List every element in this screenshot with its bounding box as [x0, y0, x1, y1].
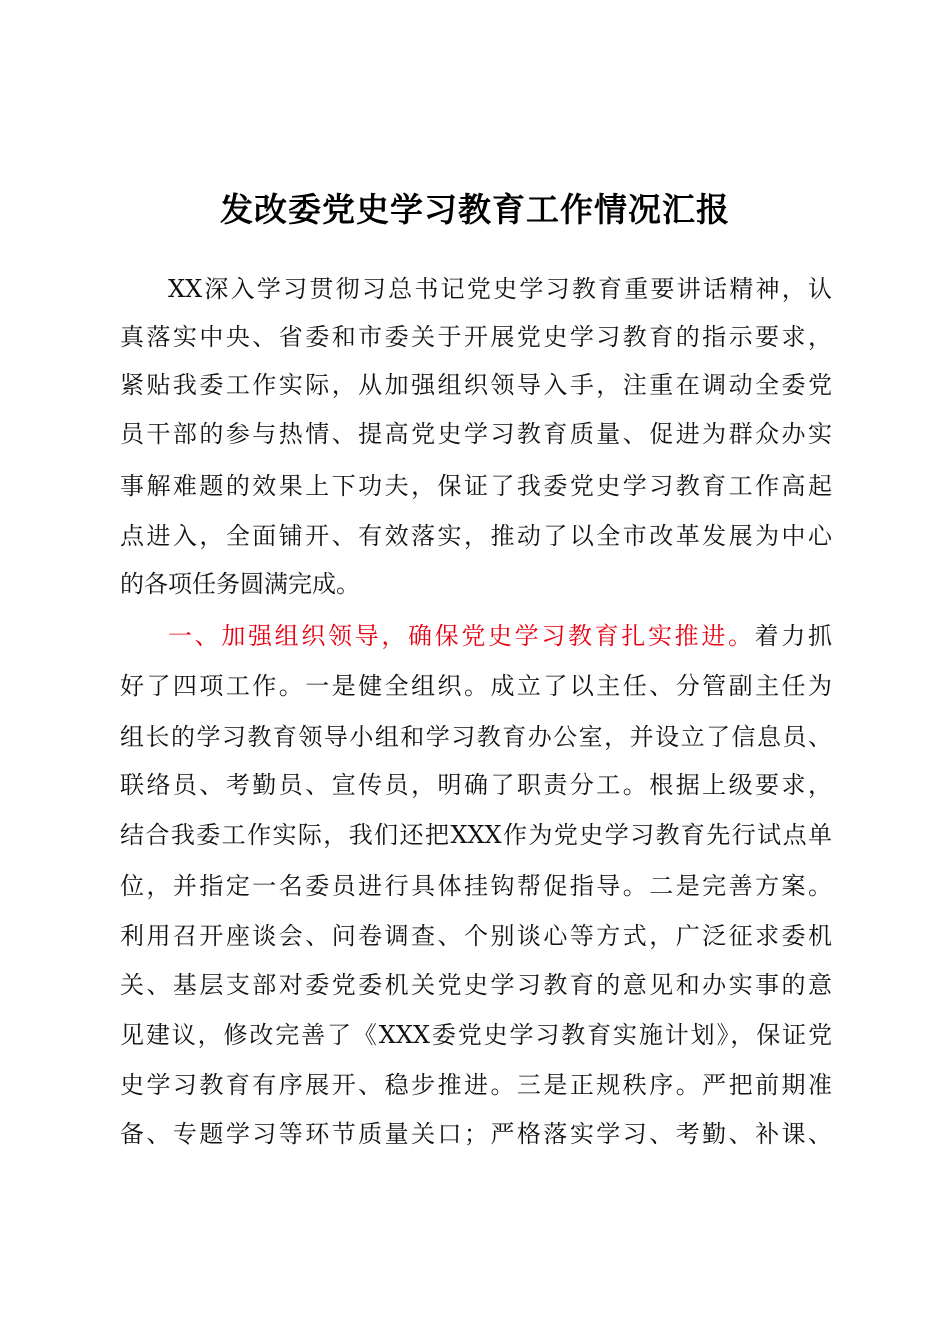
paragraph-line: 事解难题的效果上下功夫，保证了我委党史学习教育工作高起: [120, 472, 832, 500]
paragraph-line: 结合我委工作实际，我们还把XXX作为党史学习教育先行试点单: [120, 821, 832, 849]
paragraph-line: 关、基层支部对委党委机关党史学习教育的意见和办实事的意: [120, 971, 832, 999]
paragraph-line: 点进入，全面铺开、有效落实，推动了以全市改革发展为中心: [120, 522, 832, 550]
paragraph-line: 史学习教育有序展开、稳步推进。三是正规秩序。严把前期准: [120, 1071, 832, 1099]
paragraph-line: 备、专题学习等环节质量关口；严格落实学习、考勤、补课、: [120, 1120, 832, 1148]
paragraph-line: 紧贴我委工作实际，从加强组织领导入手，注重在调动全委党: [120, 371, 832, 399]
document-title: 发改委党史学习教育工作情况汇报: [220, 190, 730, 229]
paragraph-line: 真落实中央、省委和市委关于开展党史学习教育的指示要求，: [120, 323, 832, 351]
paragraph-line: 位，并指定一名委员进行具体挂钩帮促指导。二是完善方案。: [120, 872, 832, 900]
paragraph-line: 利用召开座谈会、问卷调查、个别谈心等方式，广泛征求委机: [120, 922, 832, 950]
section-heading: 一、加强组织领导，确保党史学习教育扎实推进。: [168, 622, 755, 650]
paragraph-line: 见建议，修改完善了《XXX委党史学习教育实施计划》，保证党: [120, 1021, 832, 1049]
paragraph-line: XX深入学习贯彻习总书记党史学习教育重要讲话精神，认: [168, 275, 832, 303]
paragraph-line: 好了四项工作。一是健全组织。成立了以主任、分管副主任为: [120, 672, 832, 700]
section-first-line-rest: 着力抓: [754, 622, 833, 650]
paragraph-line: 组长的学习教育领导小组和学习教育办公室，并设立了信息员、: [120, 723, 832, 751]
paragraph-line: 的各项任务圆满完成。: [120, 570, 360, 598]
paragraph-line: 联络员、考勤员、宣传员，明确了职责分工。根据上级要求，: [120, 771, 832, 799]
paragraph-line: 员干部的参与热情、提高党史学习教育质量、促进为群众办实: [120, 420, 832, 448]
section-first-line: [168, 612, 832, 660]
